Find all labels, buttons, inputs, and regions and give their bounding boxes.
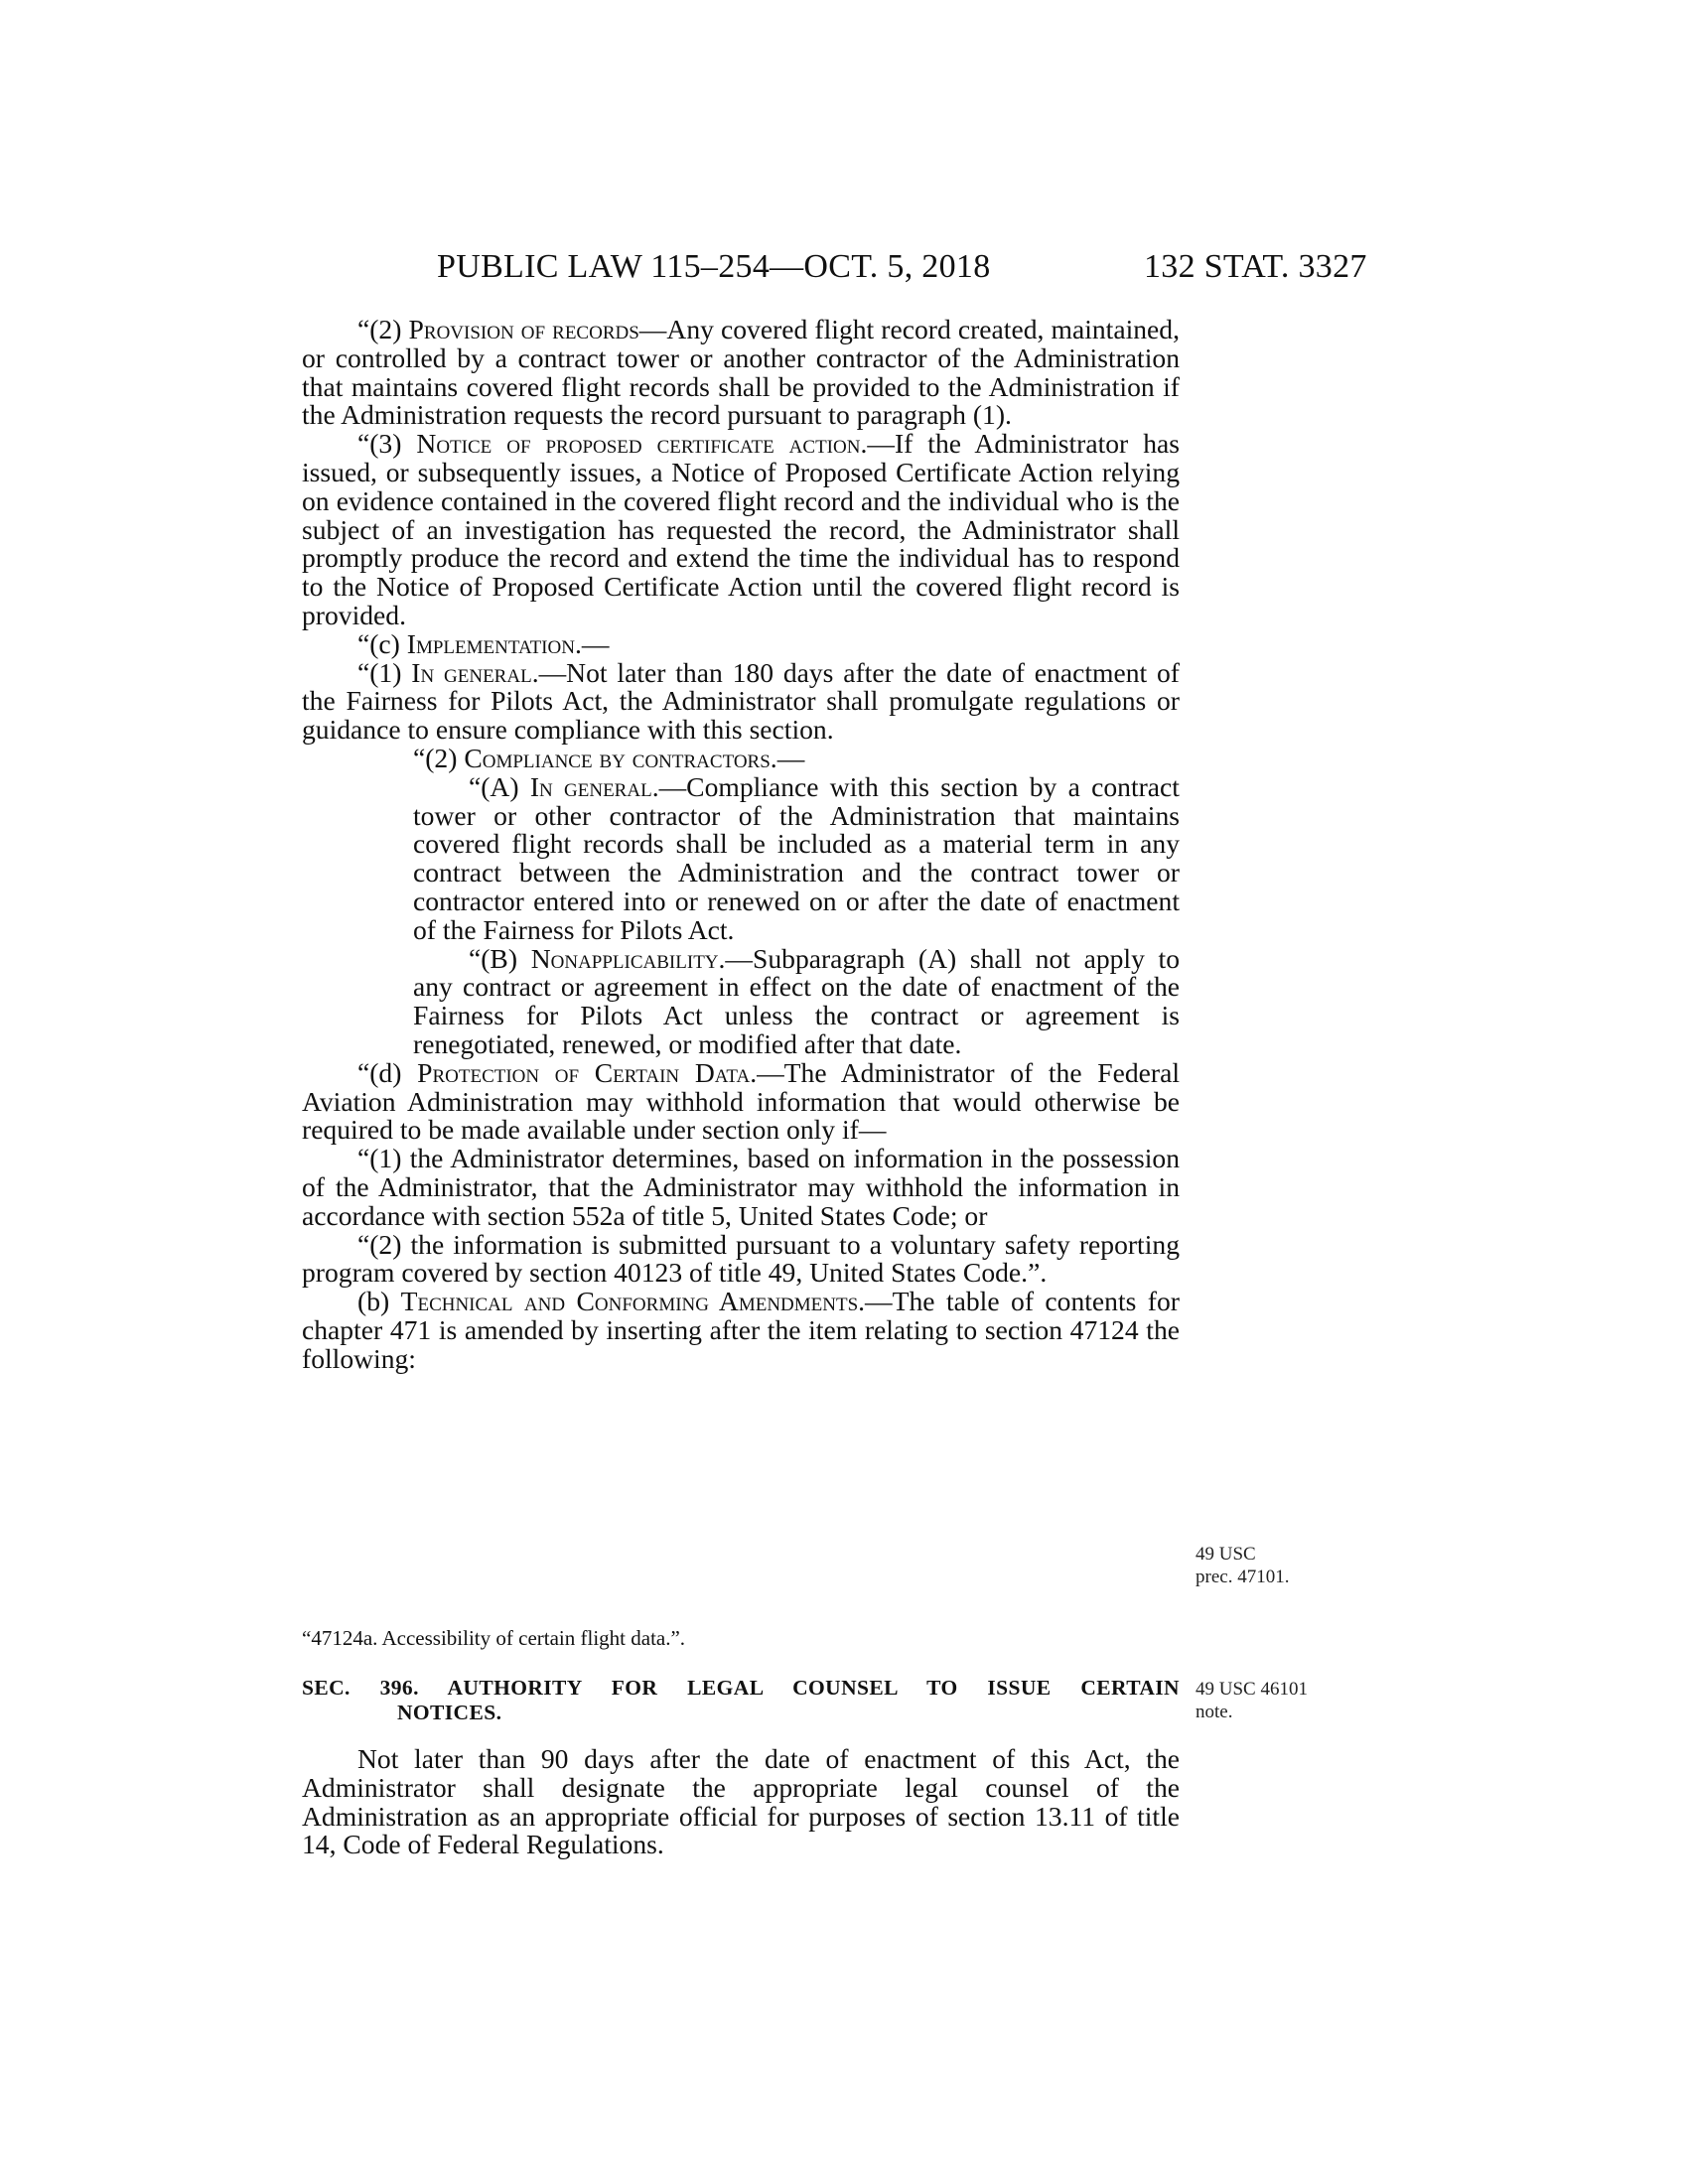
statute-body [302,316,1180,1373]
subparagraph-a-in-general: “(A) In general.—Compliance with this section by a contract tower or other contractor of the Administration that maintains covered flight records shall be included as a material term in any contract between the Administration and the contract tower or contractor entered into or renewed on or after the date of enactment of the Fairness for Pilots Act. [413,770,1180,945]
subparagraph-heading: Nonapplicability [530,942,719,974]
subparagraph-b-nonapplicability: “(B) Nonapplicability.—Subparagraph (A) shall not apply to any contract or agreement in effect on the date of enactment of the Fairness for Pilots Act unless the contract or agreement is renegotiated, renewed, or modified after that date. [413,942,1180,1059]
paragraph-d1: “(1) the Administrator determines, based on information in the possession of the Administrator, that the Administrator may withhold the information in accordance with section 552a of title 5, United States Code; or [302,1143,1180,1231]
subsection-heading: Implementation [406,627,575,659]
paragraph-heading: Provision of records [408,314,639,344]
subsection-heading: Protection of Certain Data [417,1056,751,1088]
subsection-b-technical-amendments: (b) Technical and Conforming Amendments.—The table of contents for chapter 471 is amended by inserting after the item relating to section 47124 the following: [302,1286,1180,1374]
section-396-heading: SEC. 396. AUTHORITY FOR LEGAL COUNSEL TO ISSUE CERTAIN NOTICES. [302,1676,1180,1724]
paragraph-heading: In general [411,656,532,688]
paragraph-c1-in-general: “(1) In general.—Not later than 180 days after the date of enactment of the Fairness for Pilots Act, the Administrator shall promulgate regulations or guidance to ensure compliance with this section. [302,656,1180,746]
paragraph-c2-compliance-by-contractors: “(2) Compliance by contractors.— [413,742,805,773]
paragraph-d2: “(2) the information is submitted pursuant to a voluntary safety reporting program covered by section 40123 of title 49, United States Code.”. [302,1228,1180,1289]
subsection-heading: Technical and Conforming Amendments [400,1286,859,1317]
running-header-left: PUBLIC LAW 115–254—OCT. 5, 2018 [437,248,991,285]
subparagraph-heading: In general [529,770,652,802]
running-header-right: 132 STAT. 3327 [1144,248,1367,285]
paragraph-2-provision-of-records: “(2) Provision of records—Any covered flight record created, maintained, or controlled by a contract tower or another contractor of the Administration that maintains covered flight records shall be provided to the Administration if the Administration requests the record pursuant to paragraph (1). [302,314,1180,431]
paragraph-heading: Compliance by contractors [464,742,771,773]
margin-note-49-usc-prec: 49 USC prec. 47101. [1196,1544,1290,1587]
paragraph-3-notice-of-proposed-certificate-action: “(3) Notice of proposed certificate action.—If the Administrator has issued, or subsequently issues, a Notice of Proposed Certificate Action relying on evidence contained in the covered flight record and the individual who is the subject of an investigation has requested the record, the Administrator shall promptly produce the record and extend the time the individual has to respond to the Notice of Proposed Certificate Action until the covered flight record is provided. [302,428,1180,630]
table-of-contents-entry: “47124a. Accessibility of certain flight data.”. [302,1626,686,1650]
margin-note-49-usc-46101: 49 USC 46101 note. [1196,1679,1308,1722]
section-396-paragraph: Not later than 90 days after the date of enactment of this Act, the Administrator shall designate the appropriate legal counsel of the Administration as an appropriate official for purposes of section 13.11 of title 14, Code of Federal Regulations. [302,1743,1180,1860]
subsection-d-protection-of-certain-data: “(d) Protection of Certain Data.—The Administrator of the Federal Aviation Administration may withhold information that would otherwise be required to be made available under section only if— [302,1056,1180,1146]
subsection-c-implementation: “(c) Implementation.— [357,627,610,659]
section-396-body [302,1745,1180,1859]
paragraph-heading: Notice of proposed certificate action [416,428,861,460]
